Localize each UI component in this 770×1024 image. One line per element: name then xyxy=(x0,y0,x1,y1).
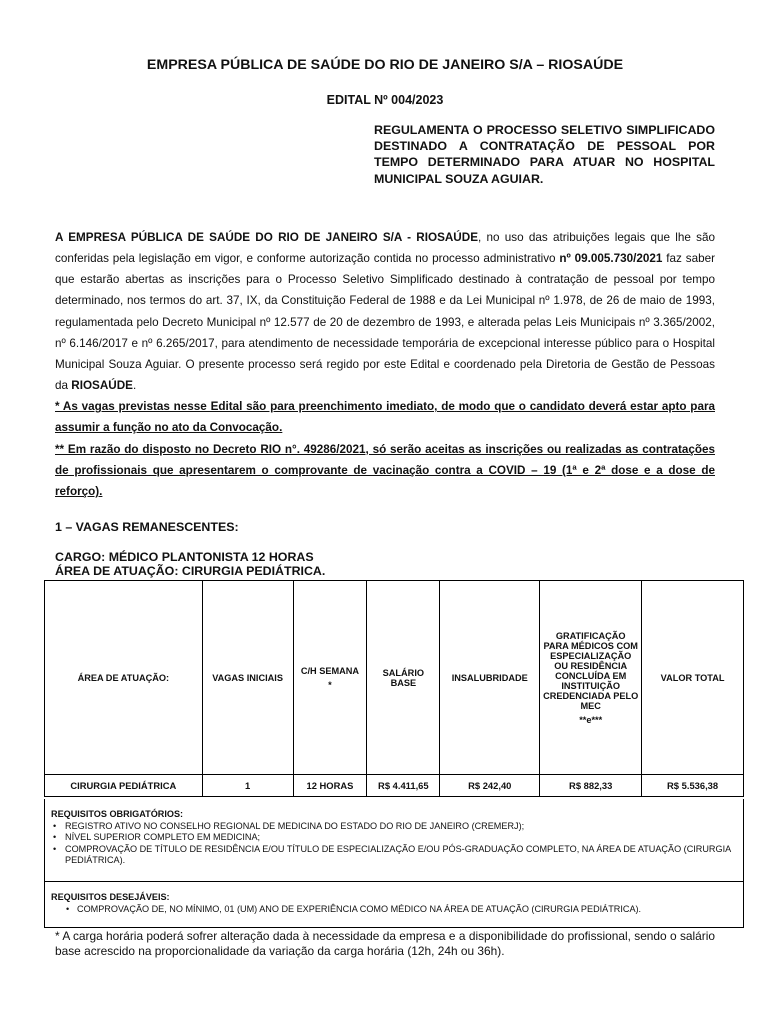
list-item: • COMPROVAÇÃO DE, NO MÍNIMO, 01 (UM) ANO DE EXPERIÊNCIA COMO MÉDICO NA ÁREA DE ATUAÇÃO (CIRURGIA PEDIÁTRICA). xyxy=(51,904,737,916)
note-vaccination: ** Em razão do disposto no Decreto RIO n°. 49286/2021, só serão aceitas as inscrições ou realizadas as contratações de profissionais que apresentarem o comprovante de vacinação contra a COVID – 19 (1ª e 2ª dose e a dose de reforço). xyxy=(55,442,715,498)
intro-end: . xyxy=(132,379,137,393)
document-title: EMPRESA PÚBLICA DE SAÚDE DO RIO DE JANEIRO S/A – RIOSAÚDE xyxy=(146,57,624,73)
note-vacancies: * As vagas previstas nesse Edital são para preenchimento imediato, de modo que o candidato deverá estar apto para assumir a função no ato da Convocação. xyxy=(55,400,715,435)
cargo-title: CARGO: MÉDICO PLANTONISTA 12 HORAS xyxy=(55,550,314,564)
list-item: • NÍVEL SUPERIOR COMPLETO EM MEDICINA; xyxy=(51,832,737,844)
cell-salario: R$ 4.411,65 xyxy=(367,775,440,797)
required-requirements xyxy=(44,799,744,882)
table-header-row xyxy=(45,581,744,775)
cell-insalubridade: R$ 242,40 xyxy=(440,775,540,797)
document-body xyxy=(55,227,715,502)
header-area: ÁREA DE ATUAÇÃO: xyxy=(45,581,203,775)
list-item: • REGISTRO ATIVO NO CONSELHO REGIONAL DE MEDICINA DO ESTADO DO RIO DE JANEIRO (CREMERJ); xyxy=(51,821,737,833)
header-total: VALOR TOTAL xyxy=(642,581,744,775)
desired-list xyxy=(51,904,737,916)
cell-vagas: 1 xyxy=(202,775,293,797)
required-list xyxy=(51,821,737,867)
cell-ch: 12 HORAS xyxy=(293,775,367,797)
cell-total: R$ 5.536,38 xyxy=(642,775,744,797)
required-title: REQUISITOS OBRIGATÓRIOS: xyxy=(51,809,184,819)
section-heading: 1 – VAGAS REMANESCENTES: xyxy=(55,520,239,534)
intro-lead: A EMPRESA PÚBLICA DE SAÚDE DO RIO DE JANEIRO S/A - RIOSAÚDE xyxy=(55,231,478,244)
cargo-block xyxy=(55,550,325,578)
table-row xyxy=(45,775,744,797)
intro-text-b: faz saber que estarão abertas as inscrições para o Processo Seletivo Simplificado destinado à contratação de pessoal por tempo determinado, nos termos do art. 37, IX, da Constituição Federal de 1988 e da Lei Municipal nº 1.978, de 26 de maio de 1993, regulamentada pelo Decreto Municipal nº 12.577 de 20 de dezembro de 1993, e alterada pelas Leis Municipais nº 3.365/2002, nº 6.146/2017 e nº 6.265/2017, para atendimento de necessidade temporária de excepcional interesse público para o Hospital Municipal Souza Aguiar. O presente processo será regido por este Edital e coordenado pela Diretoria de Gestão de Pessoas da xyxy=(55,252,715,393)
header-ch: C/H SEMANA * xyxy=(293,581,367,775)
header-vagas: VAGAS INICIAIS xyxy=(202,581,293,775)
area-title: ÁREA DE ATUAÇÃO: CIRURGIA PEDIÁTRICA. xyxy=(55,564,326,578)
header-gratificacao: GRATIFICAÇÃO PARA MÉDICOS COM ESPECIALIZAÇÃO OU RESIDÊNCIA CONCLUÍDA EM INSTITUIÇÃO CREDENCIADA PELO MEC **e*** xyxy=(540,581,642,775)
desired-title: REQUISITOS DESEJÁVEIS: xyxy=(51,892,170,902)
process-number: nº 09.005.730/2021 xyxy=(559,252,663,266)
list-item: • COMPROVAÇÃO DE TÍTULO DE RESIDÊNCIA E/OU TÍTULO DE ESPECIALIZAÇÃO E/OU PÓS-GRADUAÇÃO COMPLETO, NA ÁREA DE ATUAÇÃO (CIRURGIA PEDIÁTRICA). xyxy=(51,844,737,867)
header-insalubridade: INSALUBRIDADE xyxy=(440,581,540,775)
org-name: RIOSAÚDE xyxy=(71,379,133,393)
intro-text-a: , no uso das atribuições legais que lhe são conferidas pela legislação em vigor, e conforme autorização contida no processo administrativo xyxy=(55,231,715,266)
cell-area: CIRURGIA PEDIÁTRICA xyxy=(45,775,203,797)
vacancies-table xyxy=(44,580,744,797)
workload-footnote: * A carga horária poderá sofrer alteração dada à necessidade da empresa e a disponibilidade do profissional, sendo o salário base acrescido na proporcionalidade da variação da carga horária (12h, 24h ou 36h). xyxy=(55,929,715,958)
ementa: REGULAMENTA O PROCESSO SELETIVO SIMPLIFICADO DESTINADO A CONTRATAÇÃO DE PESSOAL POR TEMPO DETERMINADO PARA ATUAR NO HOSPITAL MUNICIPAL SOUZA AGUIAR. xyxy=(374,123,715,186)
cell-gratificacao: R$ 882,33 xyxy=(540,775,642,797)
edital-number: EDITAL Nº 004/2023 xyxy=(326,93,444,107)
header-salario: SALÁRIO BASE xyxy=(367,581,440,775)
intro-paragraph xyxy=(55,227,715,396)
desired-requirements xyxy=(44,882,744,928)
